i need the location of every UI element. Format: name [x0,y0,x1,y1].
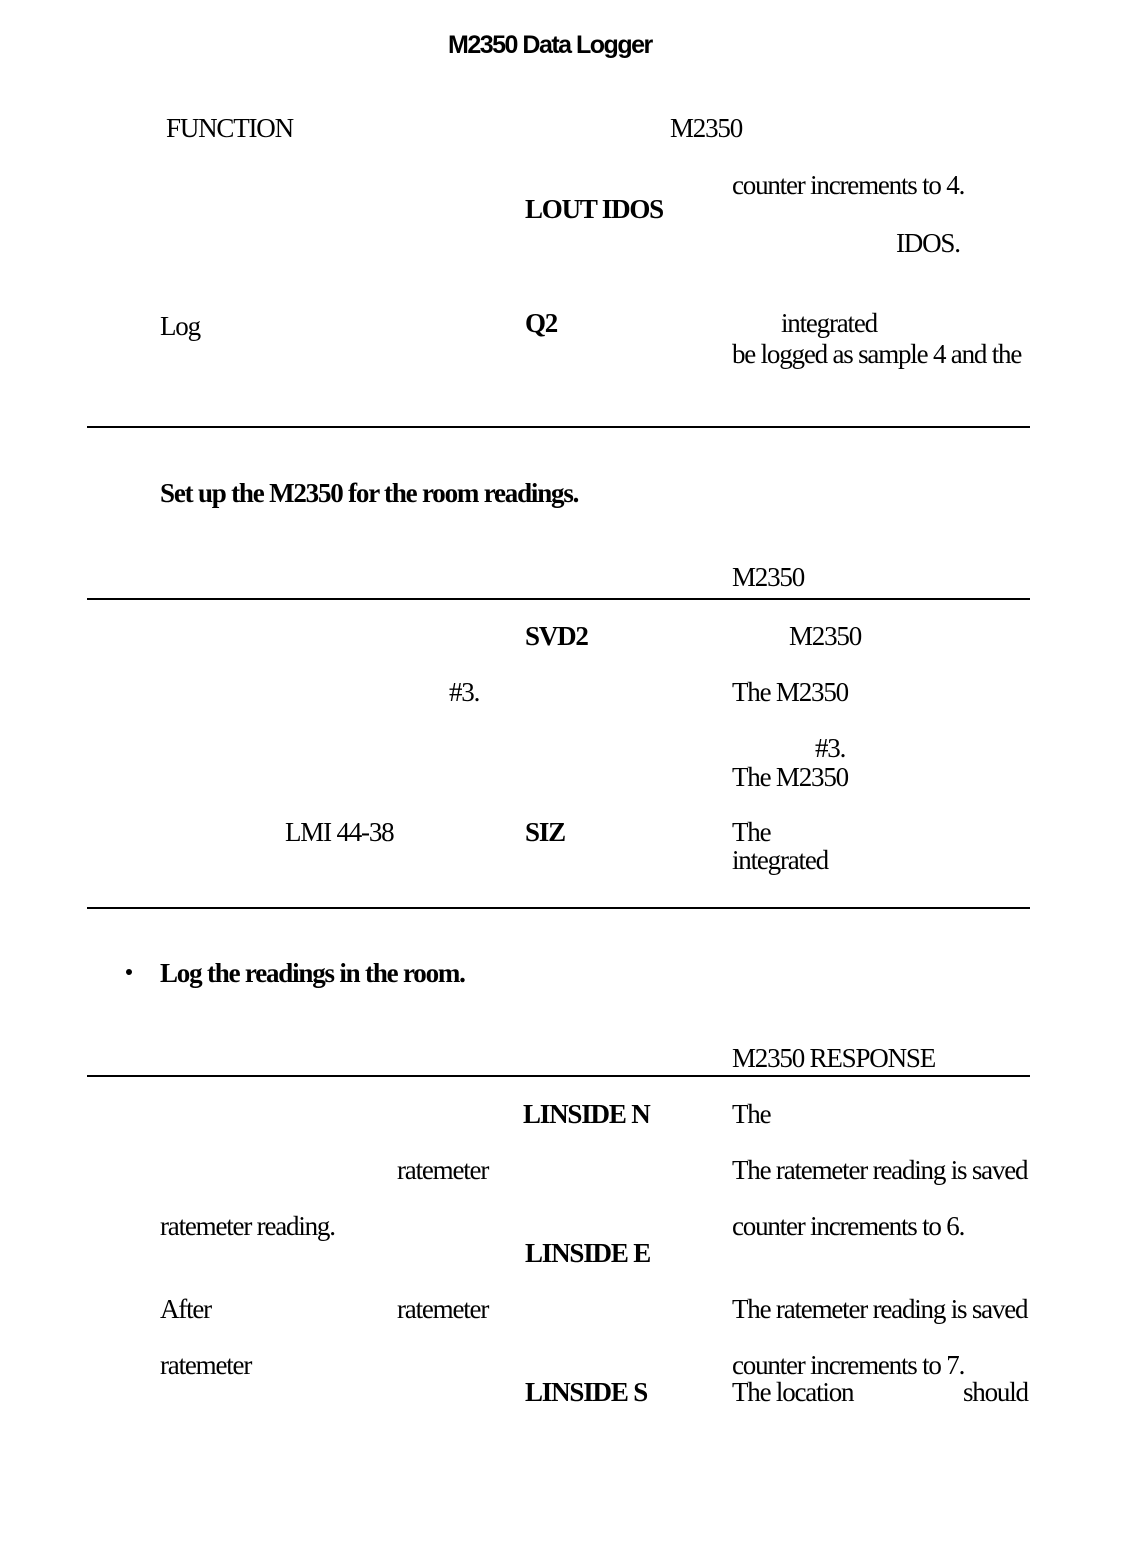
counter-text: counter increments to 6. [732,1211,965,1241]
the-text: The [732,817,771,847]
column-header-response: M2350 RESPONSE [732,1043,935,1073]
idos-text: IDOS. [896,228,960,258]
the-text: The [732,1099,771,1129]
integrated-text: integrated [732,845,828,875]
number-3-left: #3. [449,677,480,707]
divider [87,1075,1030,1077]
ratemeter-saved-text: The ratemeter reading is saved [732,1155,1028,1185]
page-title: M2350 Data Logger [448,31,652,59]
function-label: FUNCTION [166,113,293,143]
ratemeter-text: ratemeter [397,1294,489,1324]
command-linside-n: LINSIDE N [523,1099,650,1129]
counter-text: counter increments to 7. [732,1350,965,1380]
section-heading-setup: Set up the M2350 for the room readings. [160,478,579,508]
command-lout-idos: LOUT IDOS [525,194,664,224]
divider [87,426,1030,428]
command-svd2: SVD2 [525,621,588,651]
number-3-right: #3. [815,733,846,763]
divider [87,907,1030,909]
ratemeter-saved-text: The ratemeter reading is saved [732,1294,1028,1324]
command-linside-e: LINSIDE E [525,1238,651,1268]
log-label: Log [160,311,200,341]
ratemeter-text: ratemeter [160,1350,252,1380]
lmi-text: LMI 44-38 [285,817,394,847]
the-m2350-text: The M2350 [732,677,848,707]
command-linside-s: LINSIDE S [525,1377,648,1407]
section-heading-log: Log the readings in the room. [160,958,465,988]
bullet [126,969,132,975]
m2350-label: M2350 [670,113,743,143]
location-text: The location [732,1377,854,1407]
integrated-text: integrated [781,308,877,338]
command-q2: Q2 [525,308,558,338]
should-text: should [963,1377,1028,1407]
logged-text: be logged as sample 4 and the [732,339,1022,369]
after-text: After [160,1294,211,1324]
m2350-text: M2350 [789,621,862,651]
counter-text: counter increments to 4. [732,170,965,200]
ratemeter-text: ratemeter [397,1155,489,1185]
command-siz: SIZ [525,817,565,847]
column-header-m2350: M2350 [732,562,805,592]
divider [87,598,1030,600]
the-m2350-text: The M2350 [732,762,848,792]
ratemeter-reading-text: ratemeter reading. [160,1211,335,1241]
